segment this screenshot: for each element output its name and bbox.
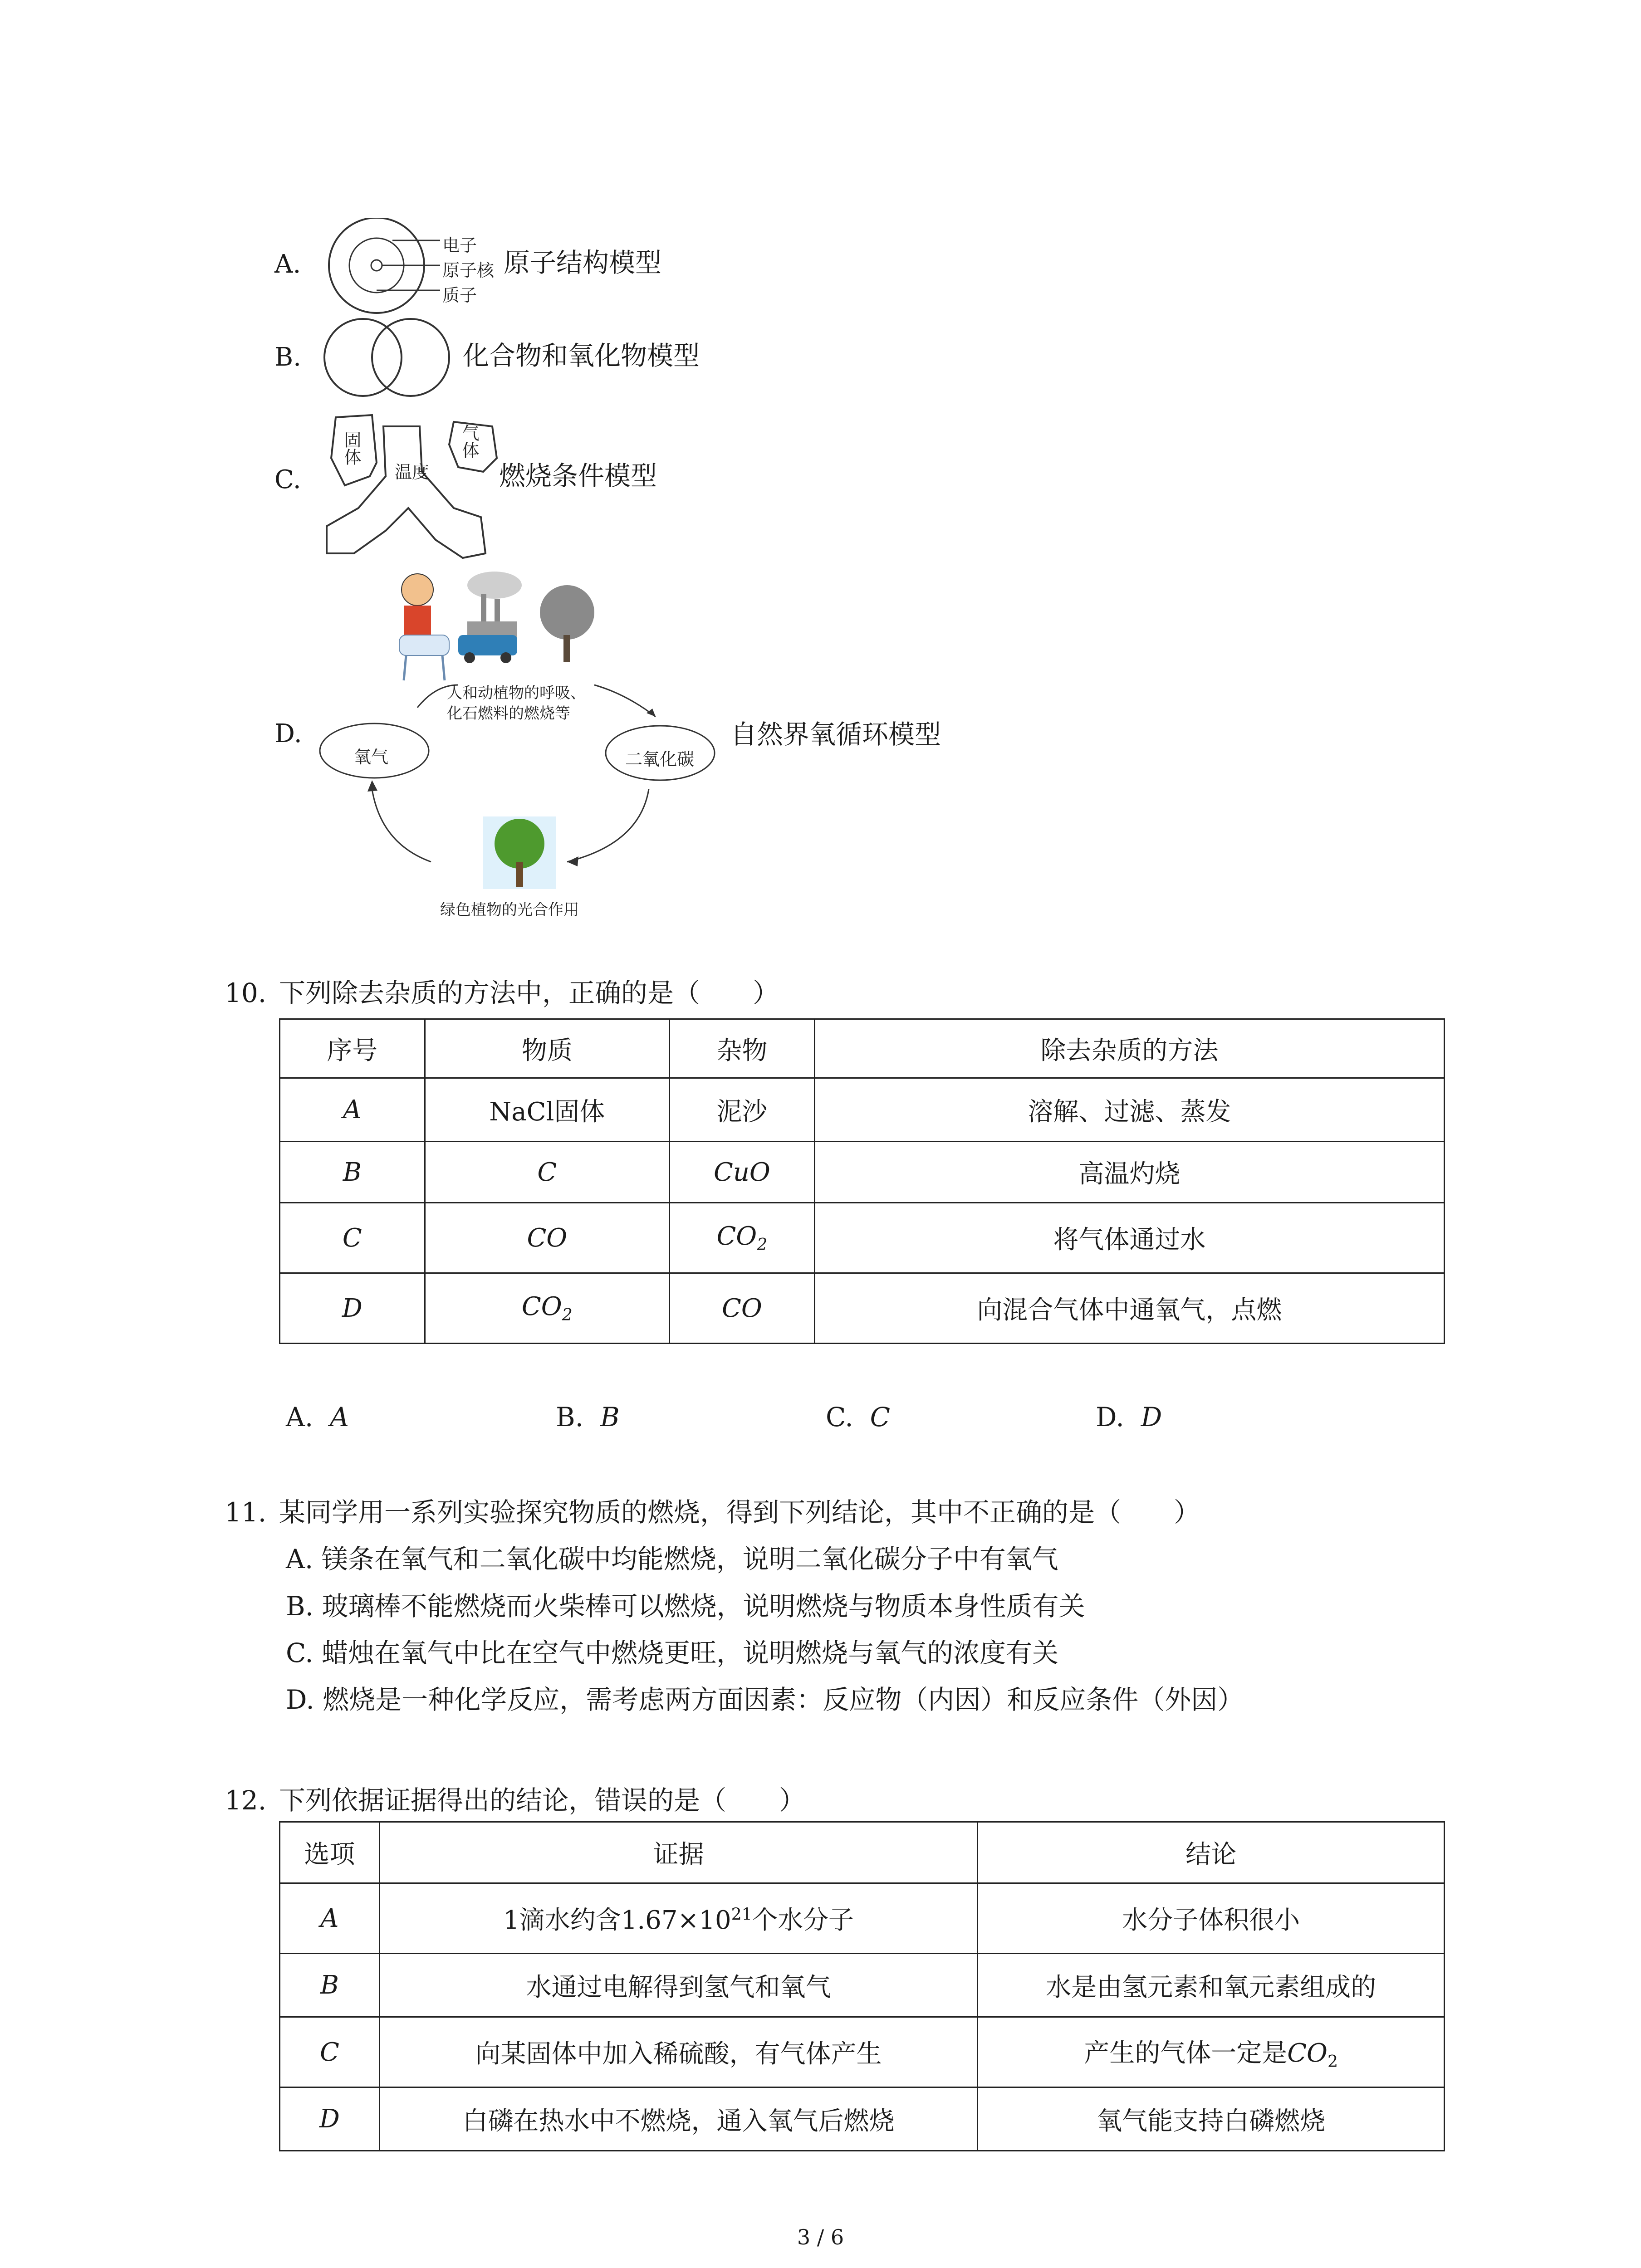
row-substance: C xyxy=(425,1142,669,1203)
row-substance: NaCl固体 xyxy=(425,1078,669,1142)
row-conclusion: 水是由氢元素和氧元素组成的 xyxy=(978,1954,1445,2017)
row-id: D xyxy=(280,2087,380,2151)
q12-number: 12. xyxy=(225,1785,267,1816)
person-illustration-icon xyxy=(402,574,433,637)
q10-choice-c[interactable]: C. C xyxy=(826,1402,891,1432)
q10-header-substance: 物质 xyxy=(425,1019,669,1078)
table-row xyxy=(280,2087,1445,2151)
row-impurity: CO xyxy=(670,1273,815,1344)
row-id: A xyxy=(280,1883,380,1954)
row-method: 将气体通过水 xyxy=(814,1203,1444,1273)
q12-table xyxy=(279,1821,1445,2151)
row-id: A xyxy=(280,1078,425,1142)
q10-number: 10. xyxy=(225,978,267,1008)
row-impurity: $CO_2$ xyxy=(670,1203,815,1273)
row-evidence: 白磷在热水中不燃烧，通入氧气后燃烧 xyxy=(379,2087,978,2151)
row-conclusion: 水分子体积很小 xyxy=(978,1883,1445,1954)
q10-choice-a[interactable]: A. A xyxy=(286,1402,349,1432)
q10-stem: 下列除去杂质的方法中，正确的是（ ） xyxy=(279,978,779,1008)
table-row xyxy=(280,1883,1445,1954)
q11-option-b[interactable]: B. 玻璃棒不能燃烧而火柴棒可以燃烧，说明燃烧与物质本身性质有关 xyxy=(286,1591,1085,1622)
cycle-label-top-line1: 人和动植物的呼吸、 xyxy=(447,684,586,702)
row-id: D xyxy=(280,1273,425,1344)
q9-option-a-letter: A. xyxy=(274,249,301,279)
q11-option-c[interactable]: C. 蜡烛在氧气中比在空气中燃烧更旺，说明燃烧与氧气的浓度有关 xyxy=(286,1637,1059,1668)
page-number: 3 / 6 xyxy=(797,2225,844,2249)
q9-option-b-text: 化合物和氧化物模型 xyxy=(463,340,700,371)
q10-choice-b[interactable]: B. B xyxy=(556,1402,620,1432)
factory-illustration-icon xyxy=(467,572,522,640)
row-id: C xyxy=(280,2017,380,2087)
q10-header-impurity: 杂物 xyxy=(670,1019,815,1078)
row-substance: CO xyxy=(425,1203,669,1273)
green-tree-illustration-icon xyxy=(483,816,556,889)
atom-label-proton: 质子 xyxy=(442,285,477,305)
q10-table xyxy=(279,1018,1445,1344)
q10-choice-d[interactable]: D. D xyxy=(1096,1402,1162,1432)
q11-number: 11. xyxy=(225,1497,267,1528)
row-id: C xyxy=(280,1203,425,1273)
q9-option-d-text: 自然界氧循环模型 xyxy=(730,719,941,750)
table-row xyxy=(280,1078,1445,1142)
q9-option-a-text: 原子结构模型 xyxy=(504,247,662,278)
q12-header-option: 选项 xyxy=(280,1822,380,1883)
row-evidence: 1滴水约含$1.67\times 10^{21}$个水分子 xyxy=(379,1883,978,1954)
row-conclusion: 产生的气体一定是$CO_2$ xyxy=(978,2017,1445,2087)
q12-header-conclusion: 结论 xyxy=(978,1822,1445,1883)
q9-option-c-letter: C. xyxy=(274,465,301,494)
cycle-label-bottom: 绿色植物的光合作用 xyxy=(440,901,579,919)
row-method: 溶解、过滤、蒸发 xyxy=(814,1078,1444,1142)
row-id: B xyxy=(280,1142,425,1203)
table-row xyxy=(280,2017,1445,2087)
fire-label-temperature: 温度 xyxy=(395,462,430,482)
q12-stem: 下列依据证据得出的结论，错误的是（ ） xyxy=(279,1785,806,1816)
q9-option-d-letter: D. xyxy=(274,719,302,748)
row-evidence: 水通过电解得到氢气和氧气 xyxy=(379,1954,978,2017)
deer-illustration-icon xyxy=(399,635,449,680)
q10-header-index: 序号 xyxy=(280,1019,425,1078)
q12-header-evidence: 证据 xyxy=(379,1822,978,1883)
q9-option-c-text: 燃烧条件模型 xyxy=(499,460,657,491)
atom-label-nucleus: 原子核 xyxy=(442,260,495,280)
cycle-label-co2: 二氧化碳 xyxy=(625,749,695,769)
table-header-row xyxy=(280,1822,1445,1883)
table-header-row xyxy=(280,1019,1445,1078)
row-substance: $CO_2$ xyxy=(425,1273,669,1344)
q11-option-d[interactable]: D. 燃烧是一种化学反应，需考虑两方面因素：反应物（内因）和反应条件（外因） xyxy=(286,1684,1244,1715)
atom-label-electron: 电子 xyxy=(442,235,477,255)
cycle-label-oxygen: 氧气 xyxy=(354,747,389,767)
venn-diagram xyxy=(318,318,463,399)
table-row xyxy=(280,1142,1445,1203)
row-id: B xyxy=(280,1954,380,2017)
row-impurity: CuO xyxy=(670,1142,815,1203)
row-method: 高温灼烧 xyxy=(814,1142,1444,1203)
q11-stem: 某同学用一系列实验探究物质的燃烧，得到下列结论，其中不正确的是（ ） xyxy=(279,1497,1200,1528)
row-impurity: 泥沙 xyxy=(670,1078,815,1142)
q10-header-method: 除去杂质的方法 xyxy=(814,1019,1444,1078)
table-row xyxy=(280,1954,1445,2017)
q11-option-a[interactable]: A. 镁条在氧气和二氧化碳中均能燃烧，说明二氧化碳分子中有氧气 xyxy=(286,1544,1058,1574)
cycle-label-top-line2: 化石燃料的燃烧等 xyxy=(447,704,570,723)
row-method: 向混合气体中通氧气，点燃 xyxy=(814,1273,1444,1344)
row-evidence: 向某固体中加入稀硫酸，有气体产生 xyxy=(379,2017,978,2087)
tree-smoke-illustration-icon xyxy=(540,585,594,662)
table-row xyxy=(280,1273,1445,1344)
fire-label-solid: 固体 xyxy=(341,431,361,465)
car-illustration-icon xyxy=(458,635,517,663)
row-conclusion: 氧气能支持白磷燃烧 xyxy=(978,2087,1445,2151)
fire-label-gas: 气体 xyxy=(459,424,479,459)
table-row xyxy=(280,1203,1445,1273)
q9-option-b-letter: B. xyxy=(274,342,301,372)
